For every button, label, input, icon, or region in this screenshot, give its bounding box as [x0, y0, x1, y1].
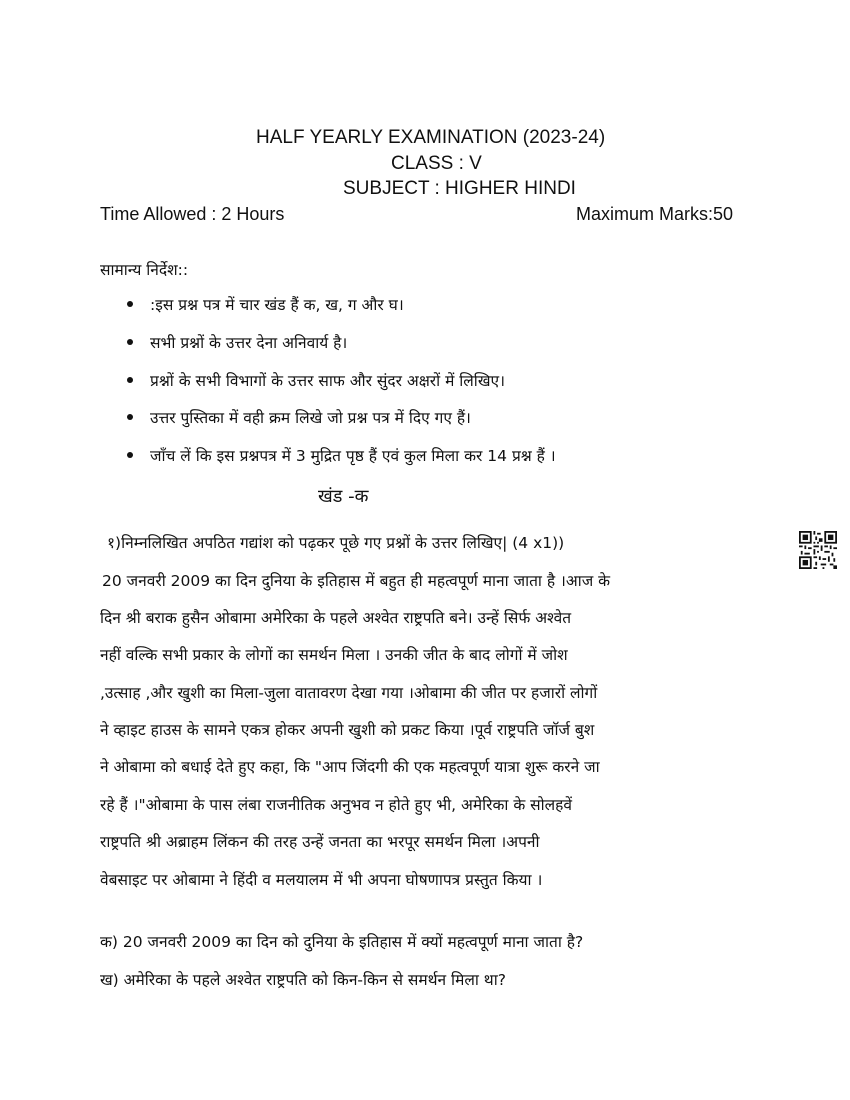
instruction-item: उत्तर पुस्तिका में वही क्रम लिखे जो प्रश्न पत्र में दिए गए हैं।	[150, 406, 471, 428]
passage-line: रहे हैं ।"ओबामा के पास लंबा राजनीतिक अनुभव न होते हुए भी, अमेरिका के सोलहवें	[100, 796, 573, 814]
instruction-item: प्रश्नों के सभी विभागों के उत्तर साफ और सुंदर अक्षरों में लिखिए।	[150, 369, 505, 391]
passage-line: नहीं वल्कि सभी प्रकार के लोगों का समर्थन मिला । उनकी जीत के बाद लोगों में जोश	[100, 646, 568, 664]
class-line: CLASS : V	[391, 153, 482, 174]
maximum-marks: Maximum Marks:50	[576, 204, 734, 224]
exam-title: HALF YEARLY EXAMINATION (2023-24)	[256, 127, 606, 148]
section-title: खंड -क	[318, 486, 369, 507]
instruction-item: :इस प्रश्न पत्र में चार खंड हैं क, ख, ग और घ।	[150, 293, 404, 315]
passage-line: वेबसाइट पर ओबामा ने हिंदी व मलयालम में भी अपना घोषणापत्र प्रस्तुत किया ।	[100, 871, 543, 889]
instruction-item: सभी प्रश्नों के उत्तर देना अनिवार्य है।	[150, 331, 347, 353]
time-allowed: Time Allowed : 2 Hours	[100, 204, 285, 224]
sub-question-kha: ख) अमेरिका के पहले अश्वेत राष्ट्रपति को किन-किन से समर्थन मिला था?	[100, 971, 506, 989]
passage-line: राष्ट्रपति श्री अब्राहम लिंकन की तरह उन्हें जनता का भरपूर समर्थन मिला ।अपनी	[100, 833, 540, 851]
subject-line: SUBJECT : HIGHER HINDI	[343, 178, 576, 199]
passage-line: ,उत्साह ,और खुशी का मिला-जुला वातावरण देखा गया ।ओबामा की जीत पर हजारों लोगों	[100, 684, 598, 702]
passage-line: ने व्हाइट हाउस के सामने एकत्र होकर अपनी खुशी को प्रकट किया ।पूर्व राष्ट्रपति जॉर्ज बुश	[100, 721, 595, 739]
instructions-heading: सामान्य निर्देश::	[100, 261, 189, 279]
sub-question-ka: क) 20 जनवरी 2009 का दिन को दुनिया के इतिहास में क्यों महत्वपूर्ण माना जाता है?	[100, 933, 584, 951]
passage-line: 20 जनवरी 2009 का दिन दुनिया के इतिहास में बहुत ही महत्वपूर्ण माना जाता है ।आज के	[102, 572, 611, 590]
passage-line: ने ओबामा को बधाई देते हुए कहा, कि "आप जिंदगी की एक महत्वपूर्ण यात्रा शुरू करने जा	[100, 758, 600, 776]
question-1: १)निम्नलिखित अपठित गद्यांश को पढ़कर पूछे गए प्रश्नों के उत्तर लिखिए| (4 x1))	[107, 534, 565, 552]
qr-code-icon	[799, 531, 837, 569]
passage-line: दिन श्री बराक हुसैन ओबामा अमेरिका के पहले अश्वेत राष्ट्रपति बने। उन्हें सिर्फ अश्वेत	[100, 609, 572, 627]
instruction-item: जाँच लें कि इस प्रश्नपत्र में 3 मुद्रित पृष्ठ हैं एवं कुल मिला कर 14 प्रश्न हैं ।	[150, 444, 556, 466]
